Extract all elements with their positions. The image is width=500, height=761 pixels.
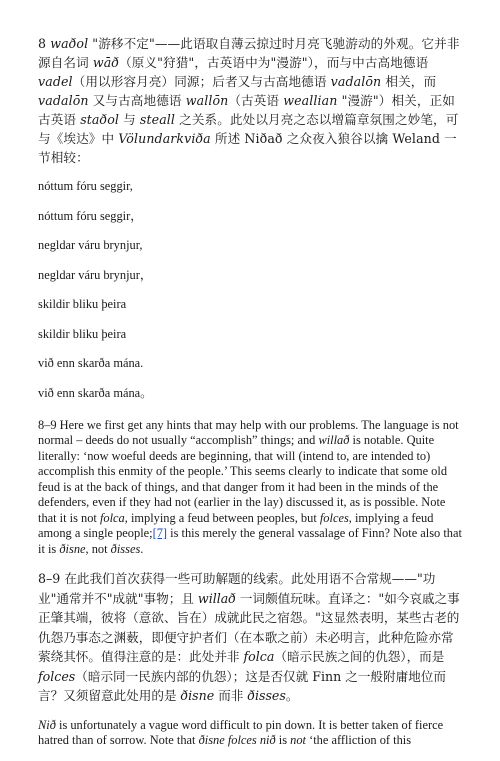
verse-line: skildir bliku þeira <box>38 326 127 341</box>
footnote-link-7[interactable]: [7] <box>152 526 168 540</box>
english-note-8-9: 8–9 Here we first get any hints that may help with our problems. The language is not normal – deeds do not usually “accomplish” things; and willað is notable. Quite literally: ‘now woeful deeds are beginning, that will (intend to, are intended to) accomplish this enmity of the people.’ This seems clearly to indicate that some old feud is at the back of things, and that danger from it had been in the minds of the defenders, even if they had not (earlier in the lay) discussed it, as is possible. Note that it is not folca, implying a feud between peoples, but folces, implying a feud among a single people;[7] is this merely the general vassalage of Finn? Note also that it is ðisne, not ðisses. <box>38 417 462 556</box>
verse-line: negldar váru brynjur, <box>38 238 143 252</box>
verse-line: negldar váru brynjur， <box>38 267 153 282</box>
term-vadel: vadel <box>38 74 73 89</box>
term-volundarkvida: Völundarkviða <box>118 131 211 146</box>
chinese-note-8-9: 8–9 在此我们首次获得一些可助解题的线索。此处用语不合常规——"功业"通常并不"成就"事物；且 willað 一词颇值玩味。直译之："如今哀戚之事正肇其端，彼将（意欲、旨在）成就此民之宿怨。"这显然表明，某些古老的仇怨乃事态之渊薮，即便守护者们（在本歌之前）未必明言，此种危险亦常萦绕其怀。值得注意的是：此处并非 folca（暗示民族之间的仇怨），而是 folces（暗示同一民族内部的仇怨）；这是否仅就 Finn 之一般附庸地位而言？又须留意此处用的是 ðisne 而非 ðisses。 <box>38 571 460 703</box>
chinese-note-8: 8 waðol "游移不定"——此语取自薄云掠过时月亮飞驰游动的外观。它并非源自名词 wāð（原义"狩猎"，古英语中为"漫游"），而与中古高地德语 vadel（用以形容月亮）同源；后者又与古高地德语 vadalōn 相关，而 vadalōn 又与古高地德语 wallōn（古英语 weallian "漫游"）相关，正如古英语 staðol 与 steall 之关系。此处以月亮之态以增篇章氛围之妙笔，可与《埃达》中 Völundarkviða 所述 Niðað 之众夜入狼谷以擒 Weland 一节相较： <box>38 36 460 165</box>
document-page <box>38 34 464 761</box>
verse-line: við enn skarða mána. <box>38 356 144 370</box>
term-wadol: waðol <box>50 36 89 51</box>
verse-line: skildir bliku þeira <box>38 297 127 311</box>
verse-line: við enn skarða mána。 <box>38 385 153 400</box>
term-wallon: wallōn <box>185 93 229 108</box>
term-steall: steall <box>139 112 176 127</box>
verse-line: nóttum fóru seggir， <box>38 208 143 223</box>
term-wad: wāð <box>92 55 120 70</box>
term-vadalon: vadalōn <box>330 74 382 89</box>
term-vadalon-2: vadalōn <box>38 93 89 108</box>
term-weallian: weallian <box>283 93 338 108</box>
term-stadol: staðol <box>80 112 120 127</box>
verse-line: nóttum fóru seggir, <box>38 179 133 193</box>
english-note-nid: Nið is unfortunately a vague word difficult to pin down. It is better taken of fierce hatred than of sorrow. Note that ðisne folces nið is not ‘the affliction of this <box>38 717 444 747</box>
